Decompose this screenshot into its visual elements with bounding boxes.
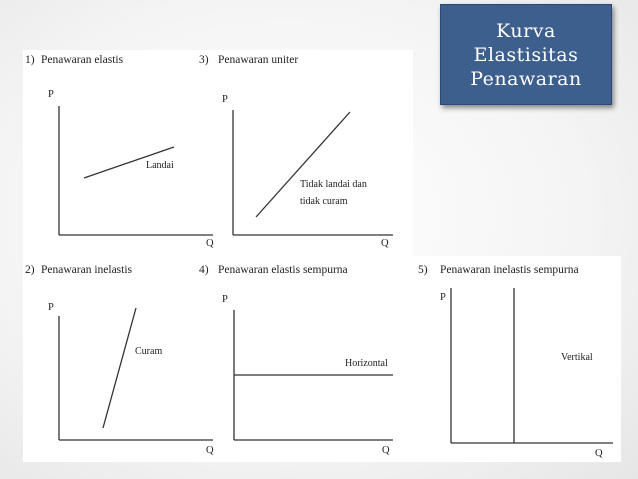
panel-5-heading: Penawaran inelastis sempurna	[440, 264, 579, 276]
panel-3-p-label: P	[222, 94, 228, 105]
panel-4-p-label: P	[222, 294, 228, 305]
panel-2-q-label: Q	[206, 445, 214, 456]
panel-1-heading: Penawaran elastis	[41, 54, 124, 66]
panel-1	[25, 54, 214, 249]
panel-4-q-label: Q	[382, 445, 390, 456]
supply-curves-figure-right	[413, 256, 621, 462]
panel-5-p-label: P	[440, 292, 446, 303]
panel-3-heading: Penawaran uniter	[218, 54, 299, 66]
panel-2-p-label: P	[48, 302, 54, 313]
panel-2	[25, 264, 214, 456]
panel-5-number: 5)	[418, 264, 428, 276]
panel-3	[199, 54, 393, 249]
panel-3-number: 3)	[199, 54, 209, 66]
panel-1-number: 1)	[25, 54, 35, 66]
panel-2-curve-label: Curam	[135, 346, 163, 357]
slide-title	[440, 4, 612, 105]
panel-1-q-label: Q	[206, 238, 214, 249]
panel-4-number: 4)	[199, 264, 209, 276]
title-line-1: Kurva	[496, 19, 556, 42]
panel-4-heading: Penawaran elastis sempurna	[218, 264, 348, 276]
panel-2-heading: Penawaran inelastis	[41, 264, 133, 276]
panel-1-p-label: P	[48, 89, 54, 100]
panel-4-curve-label: Horizontal	[345, 358, 388, 369]
panel-4	[199, 264, 393, 456]
panel-5	[418, 264, 613, 459]
title-line-3: Penawaran	[470, 67, 582, 90]
panel-3-curve-label-2: tidak curam	[300, 196, 348, 207]
panel-5-q-label: Q	[595, 448, 603, 459]
supply-curves-figure-left	[23, 50, 413, 462]
panel-1-curve-label: Landai	[146, 160, 174, 171]
panel-3-curve-label-1: Tidak landai dan	[300, 179, 367, 190]
panel-2-number: 2)	[25, 264, 35, 276]
panel-3-q-label: Q	[381, 238, 389, 249]
panel-2-supply-curve	[103, 308, 136, 428]
panel-5-curve-label: Vertikal	[561, 352, 593, 363]
title-line-2: Elastisitas	[473, 43, 579, 66]
